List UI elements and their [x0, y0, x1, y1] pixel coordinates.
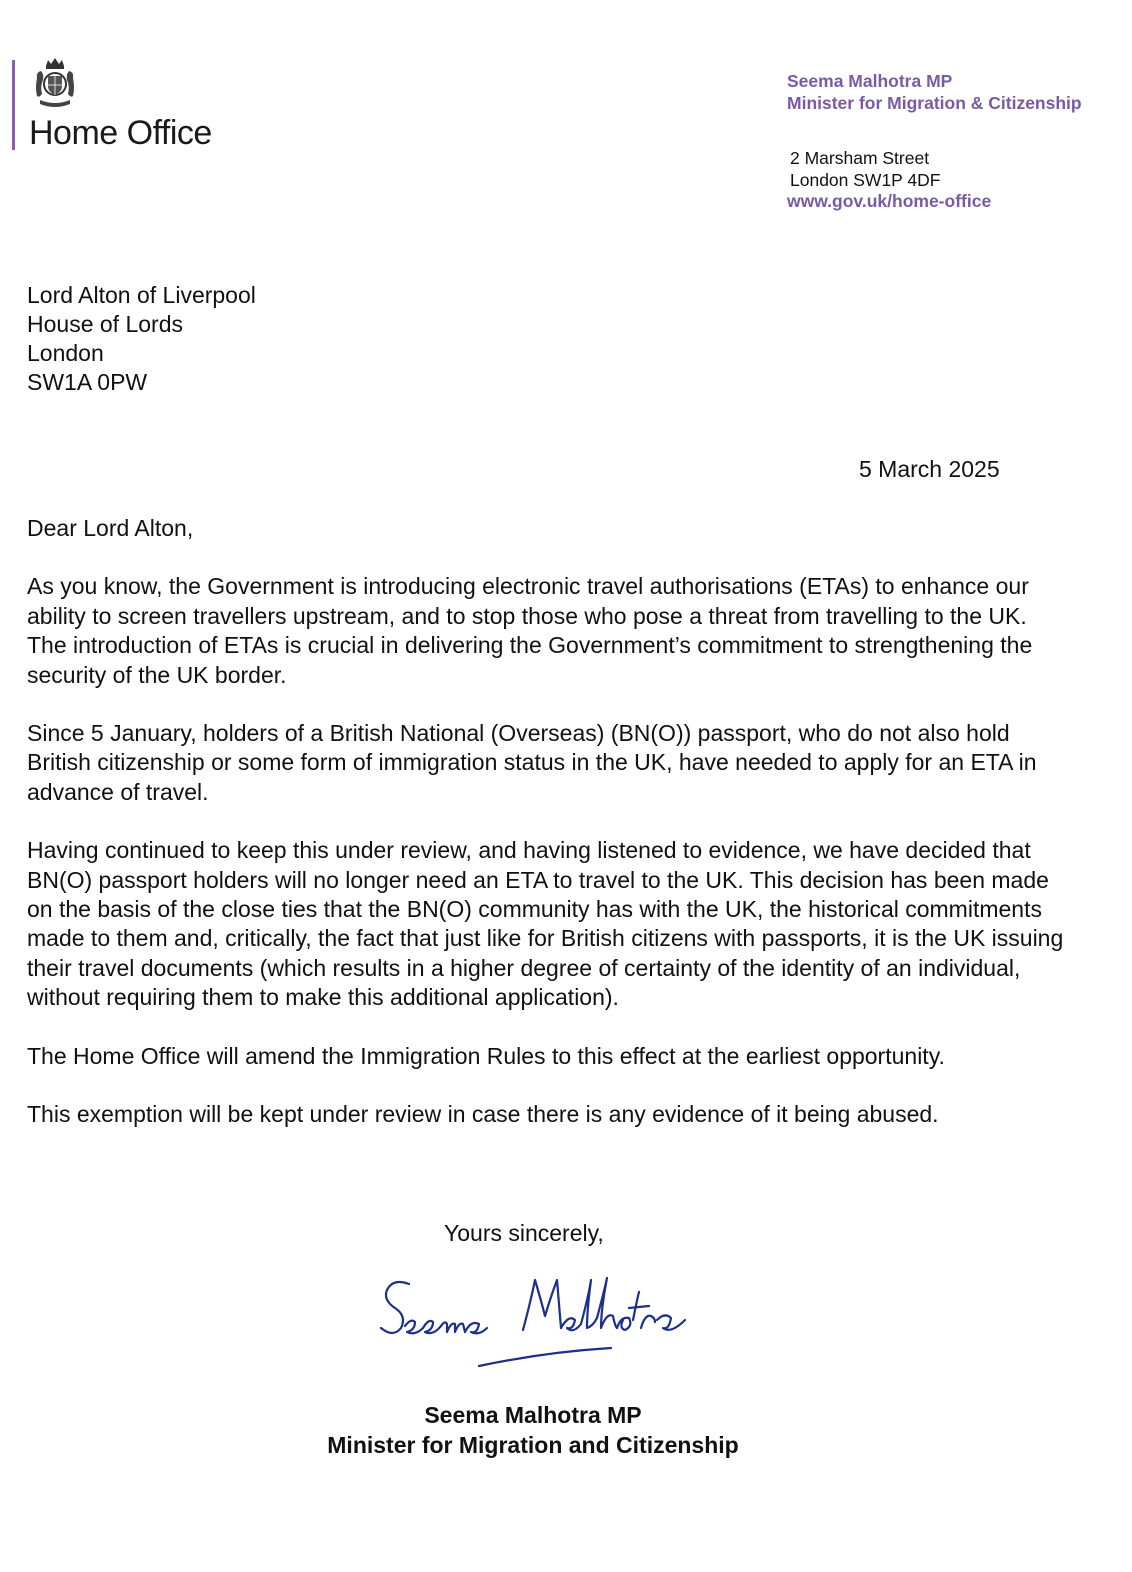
office-website-link[interactable]: www.gov.uk/home-office	[787, 191, 992, 211]
recipient-line-4: SW1A 0PW	[27, 369, 148, 395]
recipient-line-1: Lord Alton of Liverpool	[27, 282, 256, 308]
paragraph-1: As you know, the Government is introducing electronic travel authorisations (ETAs) to enhance our ability to screen travellers upstream, and to stop those who pose a threat from travelling to the UK. The introduction of ETAs is crucial in delivering the Government’s commitment to strengthening the security of the UK border.	[27, 573, 1033, 688]
minister-name: Seema Malhotra MP	[787, 71, 953, 91]
home-office-logo	[12, 56, 272, 152]
recipient-line-2: House of Lords	[27, 311, 183, 337]
signatory-name: Seema Malhotra MP	[424, 1402, 642, 1428]
paragraph-3: Having continued to keep this under review, and having listened to evidence, we have decided that BN(O) passport holders will no longer need an ETA to travel to the UK. This decision has been made on the basis of the close ties that the BN(O) community has with the UK, the historical commitments made to them and, critically, the fact that just like for British citizens with passports, it is the UK issuing their travel documents (which results in a higher degree of certainty of the identity of an individual, without requiring them to make this additional application).	[27, 837, 1064, 1011]
address-line-1: 2 Marsham Street	[790, 148, 930, 168]
office-address	[790, 147, 940, 191]
recipient-address	[27, 281, 256, 397]
department-name: Home Office	[29, 114, 212, 152]
closing: Yours sincerely,	[444, 1220, 604, 1246]
handwritten-signature	[375, 1270, 715, 1380]
signatory-title: Minister for Migration and Citizenship	[327, 1432, 739, 1458]
royal-crest-icon	[34, 56, 76, 112]
paragraph-4: The Home Office will amend the Immigration Rules to this effect at the earliest opportunity.	[27, 1042, 945, 1069]
paragraph-2: Since 5 January, holders of a British National (Overseas) (BN(O)) passport, who do not also hold British citizenship or some form of immigration status in the UK, have needed to apply for an ETA in advance of travel.	[27, 720, 1037, 805]
letter-body	[27, 514, 1067, 1159]
minister-header	[787, 70, 1082, 114]
recipient-line-3: London	[27, 340, 104, 366]
address-line-2: London SW1P 4DF	[790, 170, 941, 190]
letter-date: 5 March 2025	[859, 456, 1000, 482]
paragraph-5: This exemption will be kept under review in case there is any evidence of it being abused.	[27, 1101, 939, 1128]
salutation: Dear Lord Alton,	[27, 515, 194, 541]
logo-bar	[12, 60, 15, 150]
minister-title: Minister for Migration & Citizenship	[787, 93, 1082, 113]
signatory-block	[0, 1400, 1066, 1460]
